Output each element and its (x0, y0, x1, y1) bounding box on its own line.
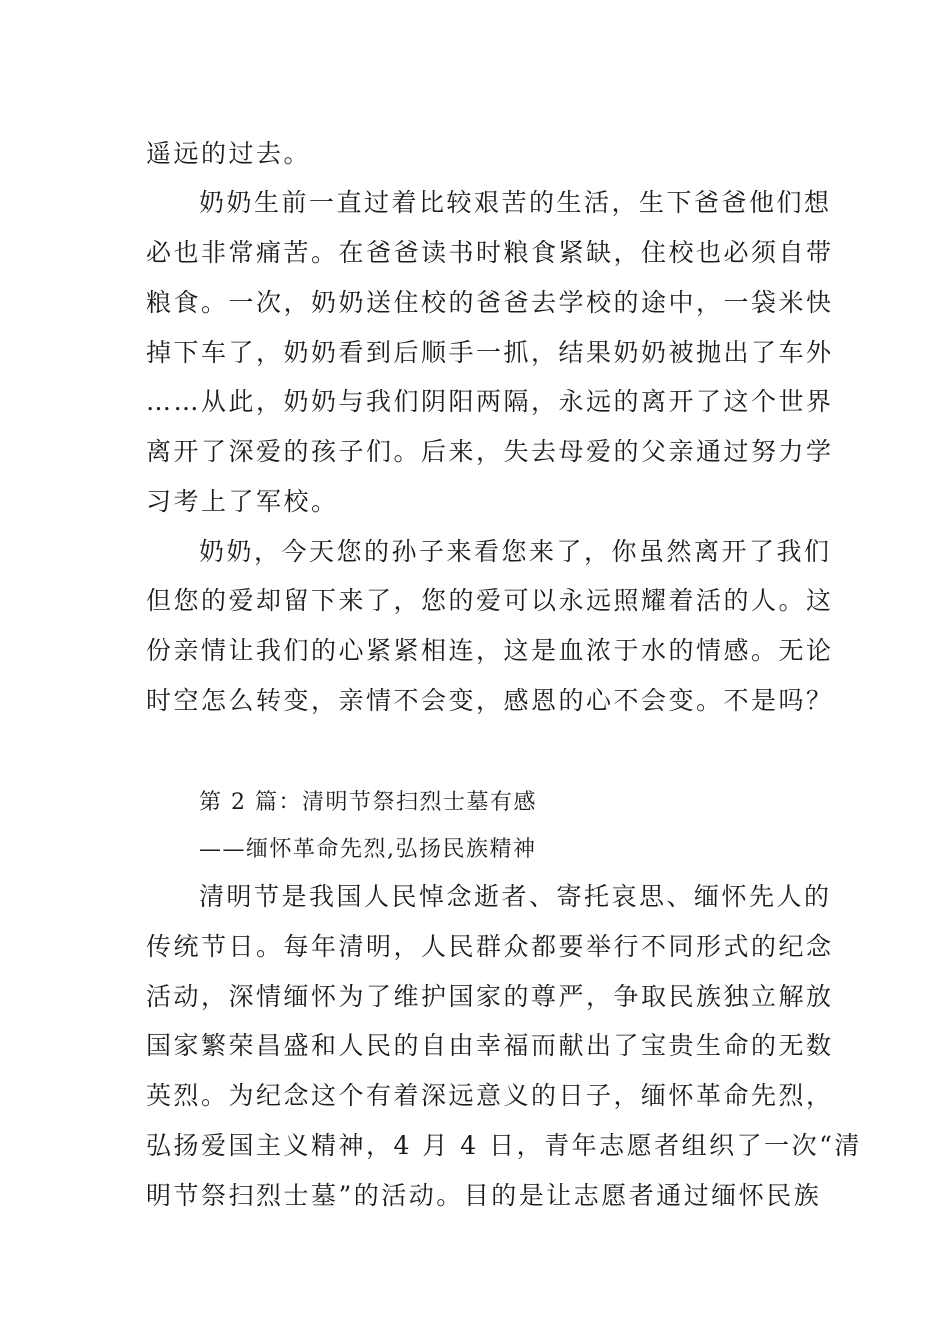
text-line: 掉下车了，奶奶看到后顺手一抓，结果奶奶被抛出了车外 (146, 338, 834, 367)
text-line: 但您的爱却留下来了，您的爱可以永远照耀着活的人。这 (146, 586, 834, 615)
text-line: 清明节是我国人民悼念逝者、寄托哀思、缅怀先人的 (199, 882, 832, 911)
text-line: 习考上了军校。 (146, 487, 339, 516)
text-line: 英烈。为纪念这个有着深远意义的日子，缅怀革命先烈， (146, 1081, 834, 1110)
text-line: 份亲情让我们的心紧紧相连，这是血浓于水的情感。无论 (146, 636, 834, 665)
text-line: 遥远的过去。 (146, 139, 312, 168)
text-line: 必也非常痛苦。在爸爸读书时粮食紧缺，住校也必须自带 (146, 238, 834, 267)
text-line: 弘扬爱国主义精神，4 月 4 日，青年志愿者组织了一次“清 (146, 1131, 862, 1160)
text-line: 明节祭扫烈士墓”的活动。目的是让志愿者通过缅怀民族 (146, 1181, 822, 1210)
text-line: 奶奶，今天您的孙子来看您来了，你虽然离开了我们 (199, 537, 832, 566)
text-line: 奶奶生前一直过着比较艰苦的生活，生下爸爸他们想 (199, 188, 832, 217)
text-line: 粮食。一次，奶奶送住校的爸爸去学校的途中，一袋米快 (146, 288, 834, 317)
text-line: 时空怎么转变，亲情不会变，感恩的心不会变。不是吗？ (146, 686, 834, 715)
section-title: 第 2 篇：清明节祭扫烈士墓有感 (199, 790, 537, 815)
text-line: 离开了深爱的孩子们。后来，失去母爱的父亲通过努力学 (146, 437, 834, 466)
text-line: ……从此，奶奶与我们阴阳两隔，永远的离开了这个世界 (146, 387, 834, 416)
text-line: 传统节日。每年清明，人民群众都要举行不同形式的纪念 (146, 932, 834, 961)
text-line: 国家繁荣昌盛和人民的自由幸福而献出了宝贵生命的无数 (146, 1031, 834, 1060)
text-line: 活动，深情缅怀为了维护国家的尊严，争取民族独立解放 (146, 982, 834, 1011)
section-subtitle: ——缅怀革命先烈,弘扬民族精神 (199, 837, 537, 862)
